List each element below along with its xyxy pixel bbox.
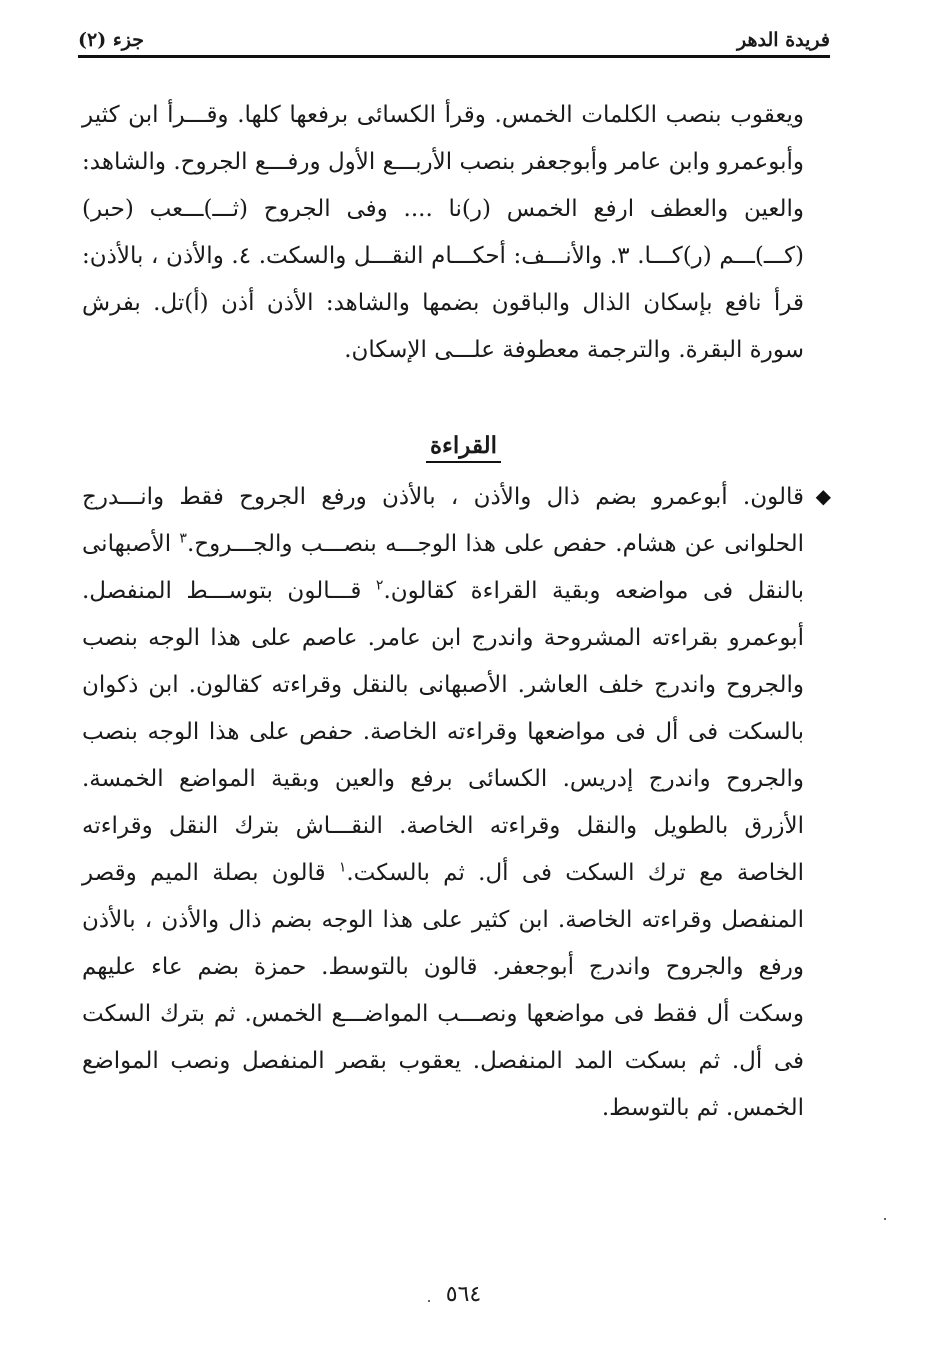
scan-speck (428, 1300, 430, 1302)
footnote-marker-3: ٣ (179, 530, 187, 547)
top-paragraph: ويعقوب بنصب الكلمات الخمس. وقرأ الكسائى برفعها كلها. وقـــرأ ابن كثير وأبوعمرو وابن عامر وأبوجعفر بنصب الأربـــع الأول ورفـــع الجروح. والشاهد: والعين والعطف ارفع الخمس (ر)نا .... وفى الجروح (ثـــ)ـــعب (حبر) (كـــ)ـــم (ر)كـــا. ٣. والأنـــف: أحكـــام النقـــل والسكت. ٤. والأذن ، بالأذن: قرأ نافع بإسكان الذال والباقون بضمها والشاهد: الأذن أذن (أ)تل. بفرش سورة البقرة. والترجمة معطوفة علـــى الإسكان. (82, 102, 805, 363)
main-paragraph-part-2: الأصبهانى بالنقل فى مواضعه وبقية القراءة كقالون. (82, 531, 804, 604)
footnote-marker-1: ١ (338, 859, 347, 876)
section-heading-container (0, 432, 927, 463)
book-title: فريدة الدهر (737, 29, 830, 51)
main-paragraph-part-1: قالون. أبوعمرو بضم ذال والأذن ، بالأذن ورفع الجروح فقط وانـــدرج الحلوانى عن هشام. حفص على هذا الوجـــه بنصـــب والجـــروح. (82, 484, 804, 557)
main-paragraph-part-4: قالون بصلة الميم وقصر المنفصل وقراءته الخاصة. ابن كثير على هذا الوجه بضم ذال والأذن ، بالأذن ورفع والجروح واندرج أبوجعفر. قالون بالتوسط. حمزة بضم عاء عليهم وسكت أل فقط فى مواضعها ونصـــب المواضـــع الخمس. ثم بترك السكت فى أل. ثم بسكت المد المنفصل. يعقوب بقصر المنفصل ونصب المواضع الخمس. ثم بالتوسط. (82, 860, 804, 1121)
running-header (78, 18, 830, 58)
diamond-bullet-icon: ◆ (815, 484, 831, 508)
scan-speck (884, 1218, 886, 1220)
footnote-marker-2: ٢ (375, 577, 384, 594)
page-number: ٥٦٤ (445, 1282, 482, 1307)
main-paragraph-part-3: قـــالون بتوســـط المنفصل. أبوعمرو بقراءته المشروحة واندرج ابن عامر. عاصم على هذا الوجه بنصب والجروح واندرج خلف العاشر. الأصبهانى بالنقل وقراءته كقالون. ابن ذكوان بالسكت فى أل فى مواضعها وقراءته الخاصة. حفص على هذا الوجه بنصب والجروح واندرج إدريس. الكسائى برفع والعين وبقية المواضع الخمسة. الأزرق بالطويل والنقل وقراءته الخاصة. النقـــاش بترك النقل وقراءته الخاصة مع ترك السكت فى أل. ثم بالسكت. (82, 578, 805, 886)
section-heading: القراءة (426, 432, 501, 463)
main-paragraph (82, 474, 804, 1132)
part-label: جزء (٢) (78, 29, 144, 51)
